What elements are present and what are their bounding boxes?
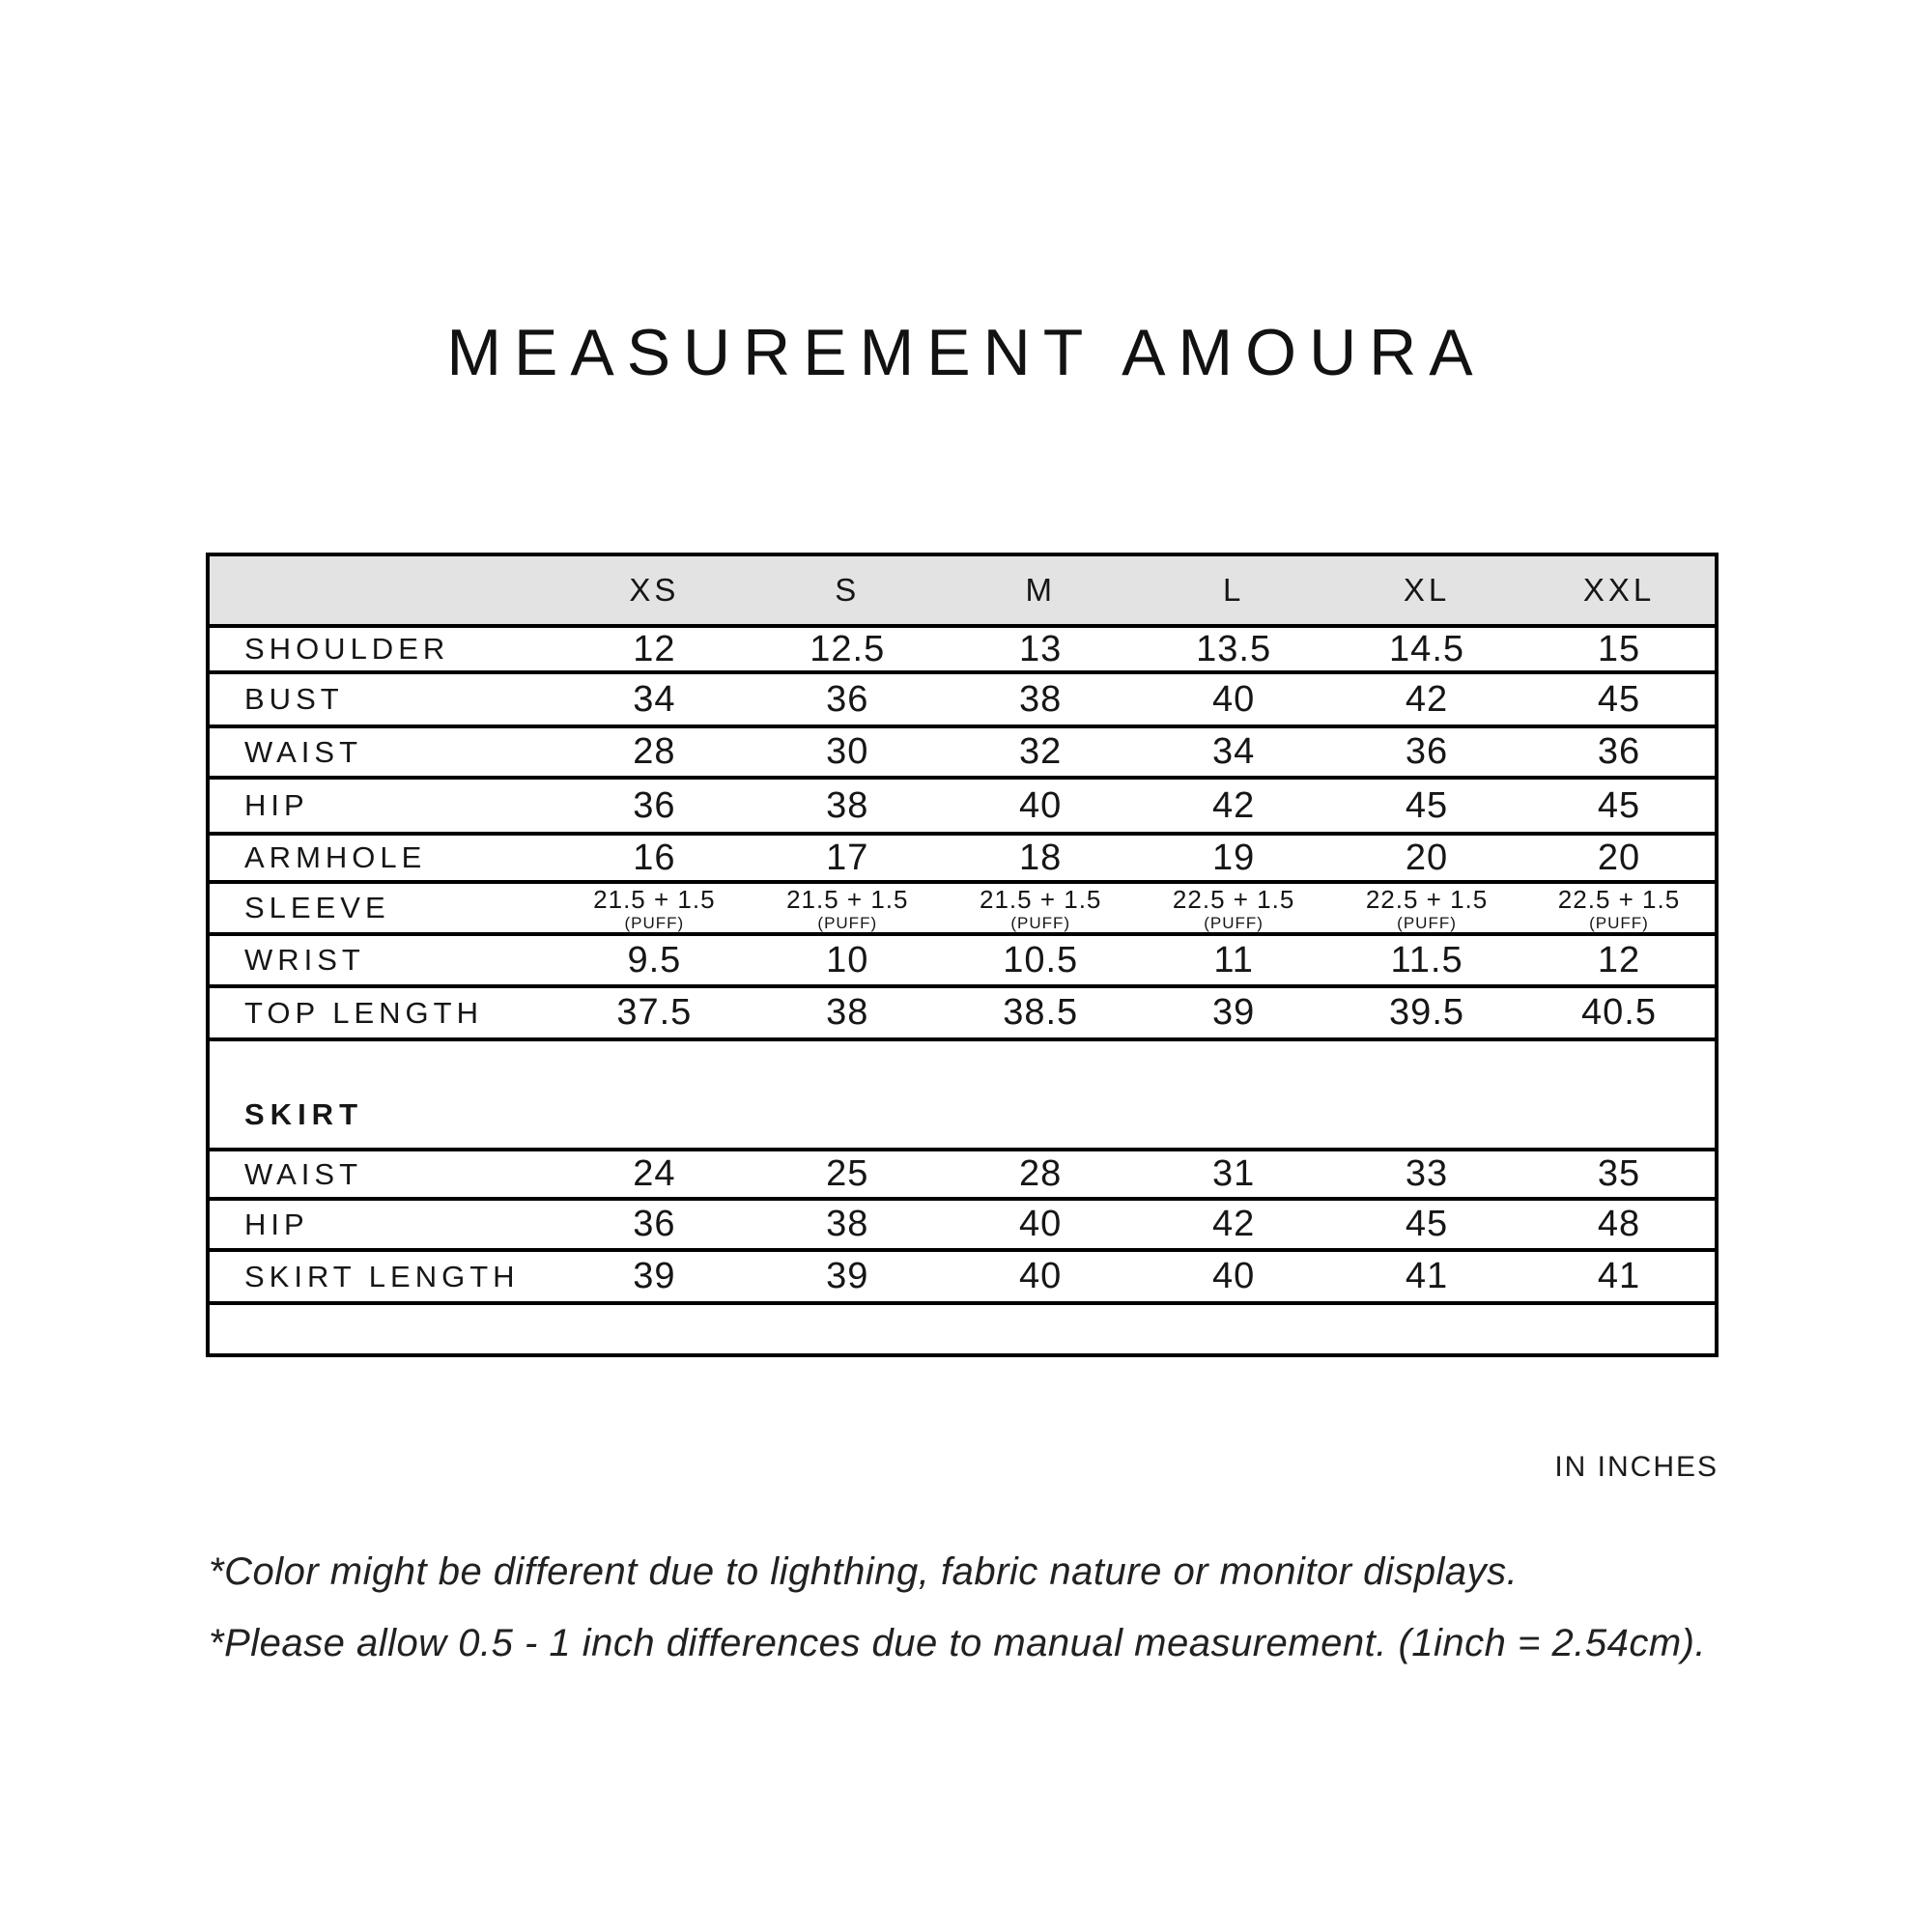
empty-cell [1137, 1303, 1330, 1355]
section-label-skirt: SKIRT [208, 1039, 557, 1150]
sleeve-puff-note: (PUFF) [817, 913, 878, 932]
sleeve-value: 22.5 + 1.5 [1172, 884, 1295, 914]
measurement-value: 42 [1330, 672, 1523, 726]
measurement-value: 40 [1137, 672, 1330, 726]
row-label: ARMHOLE [208, 834, 557, 882]
measurement-value: 39 [751, 1250, 944, 1303]
measurement-value: 10 [751, 934, 944, 986]
empty-cell [1330, 1039, 1523, 1150]
size-column-header-xl: XL [1330, 554, 1523, 626]
size-column-header-xs: XS [557, 554, 751, 626]
measurement-value: 35 [1523, 1150, 1717, 1199]
size-header-row [208, 554, 1717, 626]
empty-cell [1523, 1303, 1717, 1355]
row-label: WAIST [208, 726, 557, 778]
sleeve-puff-note: (PUFF) [1010, 913, 1071, 932]
measurement-value: 11.5 [1330, 934, 1523, 986]
measurement-value: 20 [1330, 834, 1523, 882]
measurement-value [557, 882, 751, 934]
measurement-value: 36 [557, 778, 751, 834]
measurement-value: 17 [751, 834, 944, 882]
empty-cell [1330, 1303, 1523, 1355]
measurement-value: 34 [1137, 726, 1330, 778]
measurement-value [944, 882, 1137, 934]
row-label: WRIST [208, 934, 557, 986]
empty-cell [557, 1303, 751, 1355]
measurement-value [1330, 882, 1523, 934]
measurement-value: 36 [557, 1199, 751, 1250]
table-row-wrist [208, 934, 1717, 986]
sleeve-value: 21.5 + 1.5 [786, 884, 909, 914]
measurement-value: 13 [944, 626, 1137, 672]
sleeve-value: 22.5 + 1.5 [1365, 884, 1489, 914]
empty-cell [751, 1039, 944, 1150]
row-label: HIP [208, 1199, 557, 1250]
size-column-header-m: M [944, 554, 1137, 626]
sleeve-value: 21.5 + 1.5 [980, 884, 1102, 914]
measurement-value: 45 [1523, 672, 1717, 726]
row-label: HIP [208, 778, 557, 834]
empty-cell [1523, 1039, 1717, 1150]
sleeve-puff-note: (PUFF) [1204, 913, 1264, 932]
sleeve-puff-note: (PUFF) [624, 913, 685, 932]
measurement-value: 39 [1137, 986, 1330, 1039]
measurement-value: 36 [1523, 726, 1717, 778]
empty-cell [208, 1303, 557, 1355]
measurement-value: 28 [944, 1150, 1137, 1199]
measurement-value: 45 [1523, 778, 1717, 834]
measurement-value: 10.5 [944, 934, 1137, 986]
measurement-value: 37.5 [557, 986, 751, 1039]
measurement-value: 38 [751, 986, 944, 1039]
sleeve-puff-note: (PUFF) [1397, 913, 1457, 932]
measurement-value: 41 [1330, 1250, 1523, 1303]
row-label: SLEEVE [208, 882, 557, 934]
measurement-value: 11 [1137, 934, 1330, 986]
measurement-value: 40 [944, 778, 1137, 834]
measurement-value: 36 [1330, 726, 1523, 778]
row-label: TOP LENGTH [208, 986, 557, 1039]
measurement-value: 40.5 [1523, 986, 1717, 1039]
measurement-value: 12 [557, 626, 751, 672]
measurement-value: 38 [751, 1199, 944, 1250]
empty-cell [557, 1039, 751, 1150]
measurement-value: 32 [944, 726, 1137, 778]
table-row-sleeve [208, 882, 1717, 934]
measurement-value: 13.5 [1137, 626, 1330, 672]
measurement-value: 38.5 [944, 986, 1137, 1039]
measurement-table [206, 553, 1719, 1357]
measurement-value: 42 [1137, 778, 1330, 834]
table-row-skirt-section [208, 1039, 1717, 1150]
measurement-value: 33 [1330, 1150, 1523, 1199]
measurement-value: 24 [557, 1150, 751, 1199]
measurement-value: 31 [1137, 1150, 1330, 1199]
measurement-value: 15 [1523, 626, 1717, 672]
measurement-value: 38 [751, 778, 944, 834]
footnotes [209, 1548, 1851, 1691]
measurement-value: 40 [1137, 1250, 1330, 1303]
table-row-skirt-hip [208, 1199, 1717, 1250]
measurement-value: 34 [557, 672, 751, 726]
measurement-value: 41 [1523, 1250, 1717, 1303]
table-row-empty [208, 1303, 1717, 1355]
footnote-color: *Color might be different due to lighthing, fabric nature or monitor displays. [209, 1550, 1519, 1593]
table-row-waist [208, 726, 1717, 778]
measurement-value: 20 [1523, 834, 1717, 882]
table-row-shoulder [208, 626, 1717, 672]
sleeve-value: 21.5 + 1.5 [593, 884, 716, 914]
measurement-value: 40 [944, 1199, 1137, 1250]
row-label: SKIRT LENGTH [208, 1250, 557, 1303]
measurement-value [1523, 882, 1717, 934]
measurement-value: 30 [751, 726, 944, 778]
measurement-value: 40 [944, 1250, 1137, 1303]
row-label: BUST [208, 672, 557, 726]
row-label: WAIST [208, 1150, 557, 1199]
measurement-value: 48 [1523, 1199, 1717, 1250]
empty-cell [1137, 1039, 1330, 1150]
measurement-value: 16 [557, 834, 751, 882]
size-column-header-xxl: XXL [1523, 554, 1717, 626]
size-column-header-l: L [1137, 554, 1330, 626]
measurement-value: 14.5 [1330, 626, 1523, 672]
measurement-value [1137, 882, 1330, 934]
measurement-value: 12.5 [751, 626, 944, 672]
measurement-value: 42 [1137, 1199, 1330, 1250]
measurement-value [751, 882, 944, 934]
measurement-value: 12 [1523, 934, 1717, 986]
footnote-measurement: *Please allow 0.5 - 1 inch differences due to manual measurement. (1inch = 2.54cm). [209, 1622, 1707, 1664]
sleeve-puff-note: (PUFF) [1589, 913, 1649, 932]
measurement-value: 38 [944, 672, 1137, 726]
unit-note: IN INCHES [1554, 1451, 1719, 1483]
measurement-value: 18 [944, 834, 1137, 882]
page-title: MEASUREMENT AMOURA [446, 316, 1486, 389]
measurement-value: 45 [1330, 778, 1523, 834]
measurement-value: 36 [751, 672, 944, 726]
measurement-value: 39 [557, 1250, 751, 1303]
measurement-value: 39.5 [1330, 986, 1523, 1039]
table-row-armhole [208, 834, 1717, 882]
table-row-hip [208, 778, 1717, 834]
measurement-value: 28 [557, 726, 751, 778]
measurement-value: 9.5 [557, 934, 751, 986]
empty-cell [944, 1039, 1137, 1150]
measurement-value: 25 [751, 1150, 944, 1199]
empty-cell [751, 1303, 944, 1355]
empty-cell [944, 1303, 1137, 1355]
row-label: SHOULDER [208, 626, 557, 672]
table-row-bust [208, 672, 1717, 726]
table-row-skirt-length [208, 1250, 1717, 1303]
table-row-skirt-waist [208, 1150, 1717, 1199]
header-empty-cell [208, 554, 557, 626]
measurement-value: 45 [1330, 1199, 1523, 1250]
measurement-value: 19 [1137, 834, 1330, 882]
table-row-top-length [208, 986, 1717, 1039]
size-column-header-s: S [751, 554, 944, 626]
sleeve-value: 22.5 + 1.5 [1557, 884, 1681, 914]
